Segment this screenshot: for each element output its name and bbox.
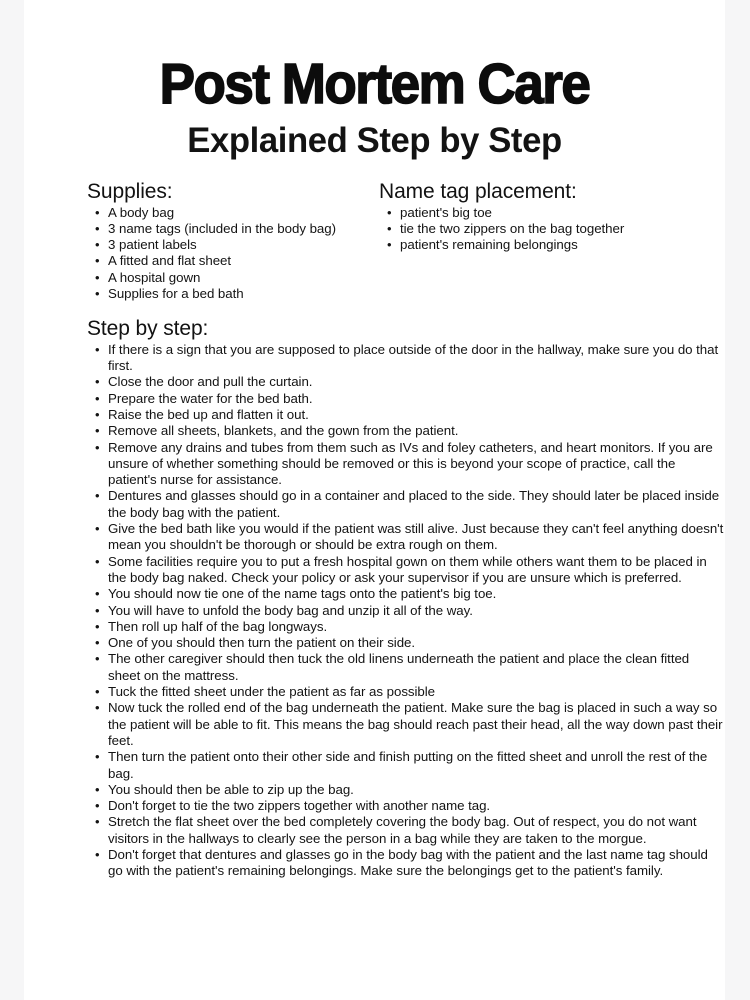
list-item: • You should now tie one of the name tags onto the patient's big toe. [87, 586, 725, 602]
two-column-band [24, 180, 725, 302]
left-margin-strip [0, 0, 24, 1000]
list-item: • Stretch the flat sheet over the bed completely covering the body bag. Out of respect, you do not want visitors in the hallways to clearly see the person in a bag while they are taken to the morgue. [87, 814, 725, 847]
list-item: • Raise the bed up and flatten it out. [87, 407, 725, 423]
list-item: • Prepare the water for the bed bath. [87, 391, 725, 407]
list-item: • Some facilities require you to put a fresh hospital gown on them while others want them to be placed in the body bag naked. Check your policy or ask your supervisor if you are unsure which is preferred. [87, 554, 725, 587]
list-item: • A hospital gown [87, 270, 377, 286]
list-item: • 3 name tags (included in the body bag) [87, 221, 377, 237]
list-item: • You should then be able to zip up the bag. [87, 782, 725, 798]
list-item: • 3 patient labels [87, 237, 377, 253]
list-item: • Supplies for a bed bath [87, 286, 377, 302]
list-item: • One of you should then turn the patient on their side. [87, 635, 725, 651]
list-item: • Give the bed bath like you would if the patient was still alive. Just because they can't feel anything doesn't mean you shouldn't be thorough or should be extra rough on them. [87, 521, 725, 554]
name-tag-placement-section [377, 180, 715, 253]
list-item: • A fitted and flat sheet [87, 253, 377, 269]
supplies-section [87, 180, 377, 302]
step-by-step-list [24, 342, 725, 880]
list-item: • You will have to unfold the body bag and unzip it all of the way. [87, 603, 725, 619]
right-margin-strip [725, 0, 750, 1000]
list-item: • Tuck the fitted sheet under the patient as far as possible [87, 684, 725, 700]
list-item: • Remove all sheets, blankets, and the gown from the patient. [87, 423, 725, 439]
list-item: • Then roll up half of the bag longways. [87, 619, 725, 635]
list-item: • tie the two zippers on the bag together [379, 221, 715, 237]
list-item: • A body bag [87, 205, 377, 221]
list-item: • Dentures and glasses should go in a container and placed to the side. They should later be placed inside the body bag with the patient. [87, 488, 725, 521]
name-tag-placement-list [379, 205, 715, 254]
list-item: • Don't forget to tie the two zippers together with another name tag. [87, 798, 725, 814]
poster-subtitle: Explained Step by Step [187, 121, 562, 160]
poster-content [24, 0, 725, 880]
list-item: • Close the door and pull the curtain. [87, 374, 725, 390]
name-tag-placement-heading: Name tag placement: [379, 180, 577, 203]
list-item: • Then turn the patient onto their other side and finish putting on the fitted sheet and unroll the rest of the bag. [87, 749, 725, 782]
list-item: • If there is a sign that you are supposed to place outside of the door in the hallway, make sure you do that first. [87, 342, 725, 375]
poster-title: Post Mortem Care [159, 52, 590, 116]
list-item: • patient's big toe [379, 205, 715, 221]
list-item: • Remove any drains and tubes from them such as IVs and foley catheters, and heart monitors. If you are unsure of whether something should be removed or this is beyond your scope of practice, call the patient's nurse for assistance. [87, 440, 725, 489]
supplies-heading: Supplies: [87, 180, 173, 203]
poster-sheet [24, 0, 725, 1000]
list-item: • Don't forget that dentures and glasses go in the body bag with the patient and the last name tag should go with the patient's remaining belongings. Make sure the belongings get to the patient's family. [87, 847, 725, 880]
list-item: • Now tuck the rolled end of the bag underneath the patient. Make sure the bag is placed in such a way so the patient will be able to fit. This means the bag should reach past their head, all the way down past their feet. [87, 700, 725, 749]
list-item: • The other caregiver should then tuck the old linens underneath the patient and place the clean fitted sheet on the mattress. [87, 651, 725, 684]
supplies-list [87, 205, 377, 303]
list-item: • patient's remaining belongings [379, 237, 715, 253]
step-by-step-heading: Step by step: [87, 317, 209, 341]
